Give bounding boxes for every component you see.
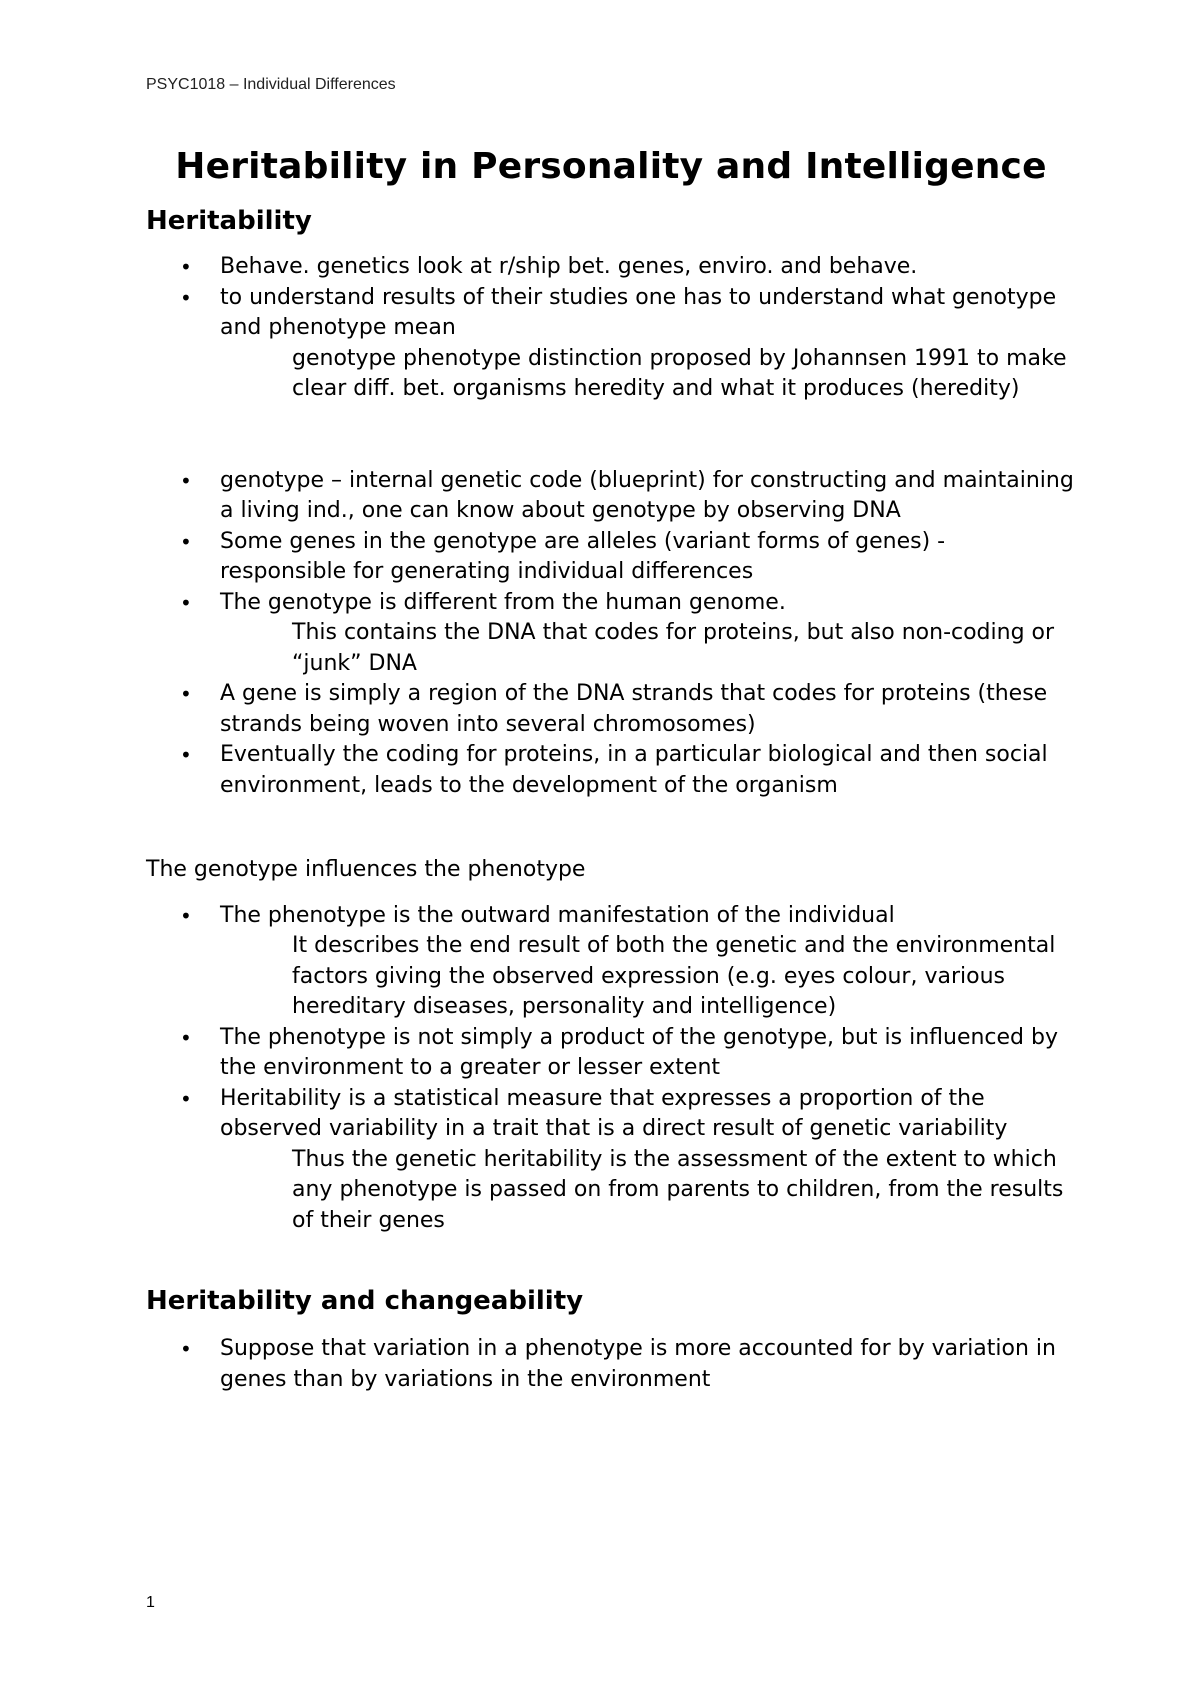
bullet-icon: • xyxy=(180,1337,192,1361)
list-item-text: genotype – internal genetic code (blueprint) for constructing and maintaining a living ind., one can know about genotype by observing DNA xyxy=(220,467,1074,523)
section-heading-changeability: Heritability and changeability xyxy=(146,1286,584,1316)
bullet-icon: • xyxy=(180,682,192,706)
bullet-list xyxy=(146,1023,1076,1145)
list-item xyxy=(146,588,1076,619)
indented-note: genotype phenotype distinction proposed by Johannsen 1991 to make clear diff. bet. organisms heredity and what it produces (heredity) xyxy=(292,345,1067,401)
list-item-text: The phenotype is not simply a product of the genotype, but is influenced by the environment to a greater or lesser extent xyxy=(220,1024,1058,1080)
list-item xyxy=(146,527,1076,588)
bullet-icon: • xyxy=(180,743,192,767)
bullet-icon: • xyxy=(180,255,192,279)
indented-note: It describes the end result of both the genetic and the environmental factors giving the observed expression (e.g. eyes colour, various hereditary diseases, personality and intelligence) xyxy=(292,933,1056,1019)
list-item-text: Behave. genetics look at r/ship bet. genes, enviro. and behave. xyxy=(220,254,918,279)
list-item xyxy=(146,252,1076,283)
list-item-text: A gene is simply a region of the DNA strands that codes for proteins (these strands being woven into several chromosomes) xyxy=(220,681,1048,737)
list-item xyxy=(146,283,1076,344)
bullet-list xyxy=(146,1334,1076,1395)
indented-note: This contains the DNA that codes for proteins, but also non-coding or “junk” DNA xyxy=(292,620,1055,676)
document-title: Heritability in Personality and Intelligence xyxy=(175,146,1047,187)
list-item xyxy=(146,1084,1076,1145)
list-item-text: Some genes in the genotype are alleles (variant forms of genes) - responsible for generating individual differences xyxy=(220,528,946,584)
list-item xyxy=(146,1334,1076,1395)
bullet-icon: • xyxy=(180,529,192,554)
page-number: 1 xyxy=(146,1594,155,1611)
list-item-text: The genotype is different from the human genome. xyxy=(220,589,786,615)
list-item-text: to understand results of their studies one has to understand what genotype and phenotype mean xyxy=(220,284,1057,340)
bullet-list xyxy=(146,252,1076,344)
list-item xyxy=(146,679,1076,740)
bullet-icon: • xyxy=(180,903,192,928)
running-header: PSYC1018 – Individual Differences xyxy=(146,76,396,93)
section-intro: The genotype influences the phenotype xyxy=(146,857,586,882)
list-item xyxy=(146,466,1076,527)
section-heading-heritability: Heritability xyxy=(146,206,312,236)
bullet-list xyxy=(146,466,1076,619)
list-item-text: Suppose that variation in a phenotype is more accounted for by variation in genes than by variations in the environment xyxy=(220,1336,1056,1392)
list-item-text: The phenotype is the outward manifestation of the individual xyxy=(220,902,895,928)
bullet-icon: • xyxy=(180,468,192,493)
bullet-icon: • xyxy=(180,1025,192,1050)
list-item-text: Heritability is a statistical measure that expresses a proportion of the observed variability in a trait that is a direct result of genetic variability xyxy=(220,1085,1008,1141)
bullet-list xyxy=(146,901,1076,932)
bullet-icon: • xyxy=(180,1086,192,1111)
list-item xyxy=(146,740,1076,801)
bullet-list xyxy=(146,679,1076,801)
document-body xyxy=(146,142,1076,1395)
bullet-icon: • xyxy=(180,285,192,310)
list-item-text: Eventually the coding for proteins, in a particular biological and then social environment, leads to the development of the organism xyxy=(220,742,1048,798)
indented-note: Thus the genetic heritability is the assessment of the extent to which any phenotype is passed on from parents to children, from the results of their genes xyxy=(292,1146,1064,1233)
list-item xyxy=(146,901,1076,932)
bullet-icon: • xyxy=(180,590,192,615)
list-item xyxy=(146,1023,1076,1084)
